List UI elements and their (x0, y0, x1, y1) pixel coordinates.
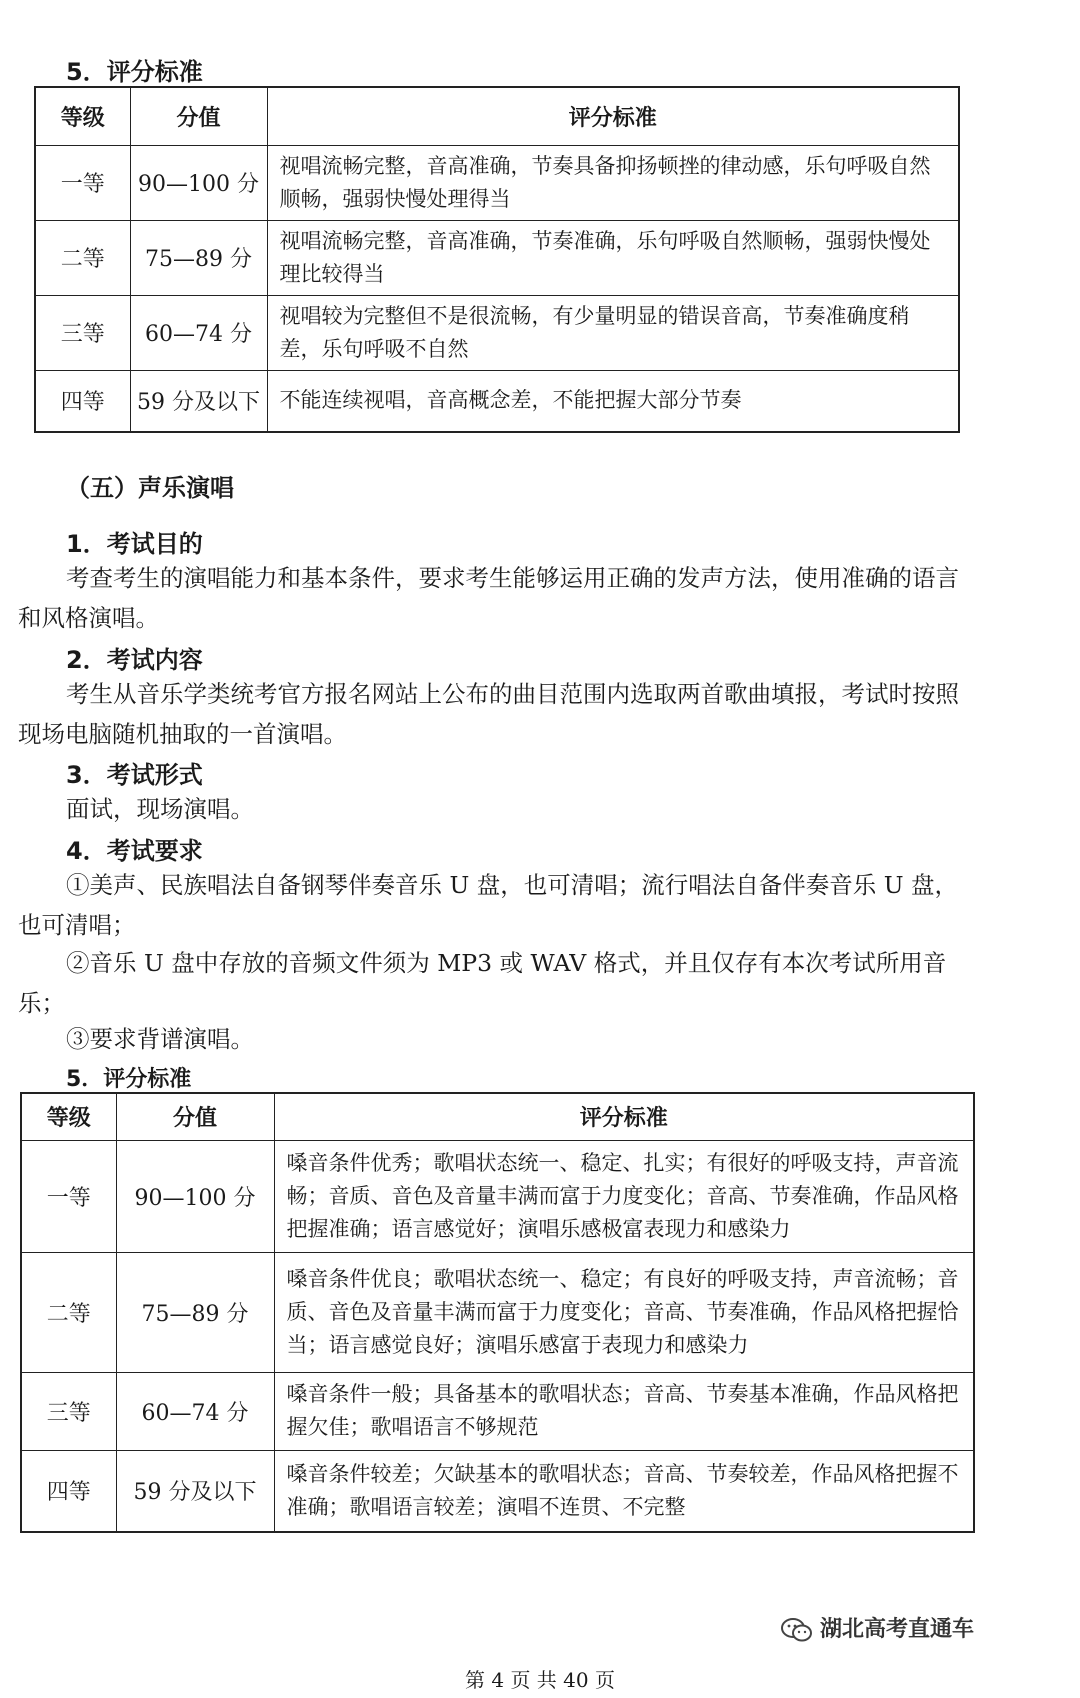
criteria-cell: 嗓音条件较差；欠缺基本的歌唱状态；音高、节奏较差，作品风格把握不准确；歌唱语言较差；演唱不连贯、不完整 (274, 1450, 974, 1532)
header-grade: 等级 (35, 87, 130, 145)
table-row (35, 145, 959, 220)
score-cell: 60—74 分 (130, 295, 267, 370)
vocal-score-table (20, 1092, 975, 1533)
table-header-row (35, 87, 959, 145)
page-footer: 第 4 页 共 40 页 (465, 1668, 615, 1692)
grade-cell: 三等 (35, 295, 130, 370)
item5-heading: 5．评分标准 (66, 1067, 192, 1092)
grade-cell: 二等 (35, 220, 130, 295)
grade-cell: 三等 (21, 1372, 116, 1450)
wechat-icon (780, 1617, 814, 1643)
table-row (21, 1450, 974, 1532)
sight-singing-score-table (34, 86, 960, 433)
criteria-cell: 嗓音条件一般；具备基本的歌唱状态；音高、节奏基本准确，作品风格把握欠佳；歌唱语言不够规范 (274, 1372, 974, 1450)
table-row (21, 1140, 974, 1252)
header-score: 分值 (116, 1093, 274, 1140)
header-score: 分值 (130, 87, 267, 145)
item2-heading: 2．考试内容 (66, 646, 203, 674)
score-cell: 59 分及以下 (116, 1450, 274, 1532)
item4-paragraph-1: ①美声、民族唱法自备钢琴伴奏音乐 U 盘，也可清唱；流行唱法自备伴奏音乐 U 盘，也可清唱； (18, 871, 958, 939)
item3-paragraph: 面试，现场演唱。 (66, 795, 254, 823)
table-row (35, 370, 959, 432)
header-criteria: 评分标准 (267, 87, 959, 145)
table-row (35, 295, 959, 370)
criteria-cell: 视唱较为完整但不是很流畅，有少量明显的错误音高，节奏准确度稍差，乐句呼吸不自然 (267, 295, 959, 370)
grade-cell: 一等 (21, 1140, 116, 1252)
criteria-cell: 不能连续视唱，音高概念差，不能把握大部分节奏 (267, 370, 959, 432)
item4-paragraph-2: ②音乐 U 盘中存放的音频文件须为 MP3 或 WAV 格式，并且仅存有本次考试所用音乐； (18, 949, 947, 1017)
score-cell: 75—89 分 (116, 1252, 274, 1372)
grade-cell: 一等 (35, 145, 130, 220)
table-row (21, 1252, 974, 1372)
watermark-text: 湖北高考直通车 (820, 1617, 975, 1642)
table-header-row (21, 1093, 974, 1140)
grade-cell: 四等 (21, 1450, 116, 1532)
item4-heading: 4．考试要求 (66, 837, 203, 865)
item4-paragraph-3: ③要求背谱演唱。 (66, 1025, 254, 1053)
criteria-cell: 嗓音条件优秀；歌唱状态统一、稳定、扎实；有很好的呼吸支持，声音流畅；音质、音色及音量丰满而富于力度变化；音高、节奏准确，作品风格把握准确；语言感觉好；演唱乐感极富表现力和感染力 (274, 1140, 974, 1252)
score-cell: 90—100 分 (116, 1140, 274, 1252)
item1-heading: 1．考试目的 (66, 530, 203, 558)
score-cell: 60—74 分 (116, 1372, 274, 1450)
criteria-cell: 视唱流畅完整，音高准确，节奏准确，乐句呼吸自然顺畅，强弱快慢处理比较得当 (267, 220, 959, 295)
table-row (21, 1372, 974, 1450)
grade-cell: 四等 (35, 370, 130, 432)
score-cell: 75—89 分 (130, 220, 267, 295)
score-cell: 90—100 分 (130, 145, 267, 220)
item1-paragraph: 考查考生的演唱能力和基本条件，要求考生能够运用正确的发声方法，使用准确的语言和风格演唱。 (18, 564, 959, 632)
criteria-cell: 嗓音条件优良；歌唱状态统一、稳定；有良好的呼吸支持，声音流畅；音质、音色及音量丰满而富于力度变化；音高、节奏准确，作品风格把握恰当；语言感觉良好；演唱乐感富于表现力和感染力 (274, 1252, 974, 1372)
section2-title: （五）声乐演唱 (66, 474, 234, 502)
grade-cell: 二等 (21, 1252, 116, 1372)
header-criteria: 评分标准 (274, 1093, 974, 1140)
table-row (35, 220, 959, 295)
watermark (780, 1612, 974, 1643)
header-grade: 等级 (21, 1093, 116, 1140)
item3-heading: 3．考试形式 (66, 761, 203, 789)
section1-heading: 5．评分标准 (66, 58, 203, 86)
score-cell: 59 分及以下 (130, 370, 267, 432)
item2-paragraph: 考生从音乐学类统考官方报名网站上公布的曲目范围内选取两首歌曲填报，考试时按照现场电脑随机抽取的一首演唱。 (18, 680, 959, 748)
criteria-cell: 视唱流畅完整，音高准确，节奏具备抑扬顿挫的律动感，乐句呼吸自然顺畅，强弱快慢处理得当 (267, 145, 959, 220)
